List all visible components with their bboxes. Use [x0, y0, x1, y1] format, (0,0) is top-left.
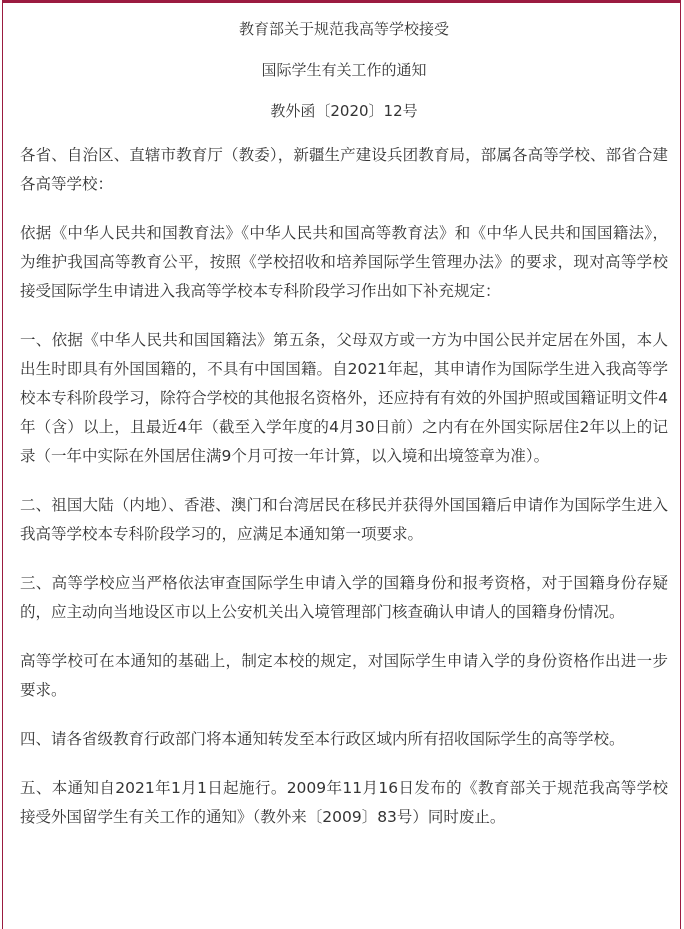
addressee-paragraph: 各省、自治区、直辖市教育厅（教委），新疆生产建设兵团教育局，部属各高等学校、部省合建各高等学校： [20, 146, 668, 193]
title-line-2: 国际学生有关工作的通知 [261, 61, 427, 79]
intro-paragraph: 依据《中华人民共和国教育法》《中华人民共和国高等教育法》和《中华人民共和国国籍法》，为维护我国高等教育公平，按照《学校招收和培养国际学生管理办法》的要求，现对高等学校接受国际学生申请进入我高等学校本专科阶段学习作出如下补充规定： [20, 224, 668, 300]
title-line-1: 教育部关于规范我高等学校接受 [238, 20, 449, 38]
item-2-paragraph: 二、祖国大陆（内地）、香港、澳门和台湾居民在移民并获得外国国籍后申请作为国际学生进入我高等学校本专科阶段学习的，应满足本通知第一项要求。 [20, 496, 668, 543]
item-1-paragraph: 一、依据《中华人民共和国国籍法》第五条，父母双方或一方为中国公民并定居在外国，本人出生时即具有外国国籍的，不具有中国国籍。自2021年起，其申请作为国际学生进入我高等学校本专科阶段学习，除符合学校的其他报名资格外，还应持有有效的外国护照或国籍证明文件4年（含）以上，且最近4年（截至入学年度的4月30日前）之内有在外国实际居住2年以上的记录（一年中实际在外国居住满9个月可按一年计算，以入境和出境签章为准）。 [20, 331, 668, 465]
document-content [20, 18, 668, 852]
document-number: 教外函〔2020〕12号 [270, 102, 418, 120]
note-paragraph: 高等学校可在本通知的基础上，制定本校的规定，对国际学生申请入学的身份资格作出进一步要求。 [20, 652, 668, 699]
item-3-paragraph: 三、高等学校应当严格依法审查国际学生申请入学的国籍身份和报考资格，对于国籍身份存疑的，应主动向当地设区市以上公安机关出入境管理部门核查确认申请人的国籍身份情况。 [20, 574, 668, 621]
item-5-paragraph: 五、本通知自2021年1月1日起施行。2009年11月16日发布的《教育部关于规范我高等学校接受外国留学生有关工作的通知》（教外来〔2009〕83号）同时废止。 [20, 779, 668, 826]
document-header [20, 18, 668, 122]
item-4-paragraph: 四、请各省级教育行政部门将本通知转发至本行政区域内所有招收国际学生的高等学校。 [20, 730, 625, 748]
